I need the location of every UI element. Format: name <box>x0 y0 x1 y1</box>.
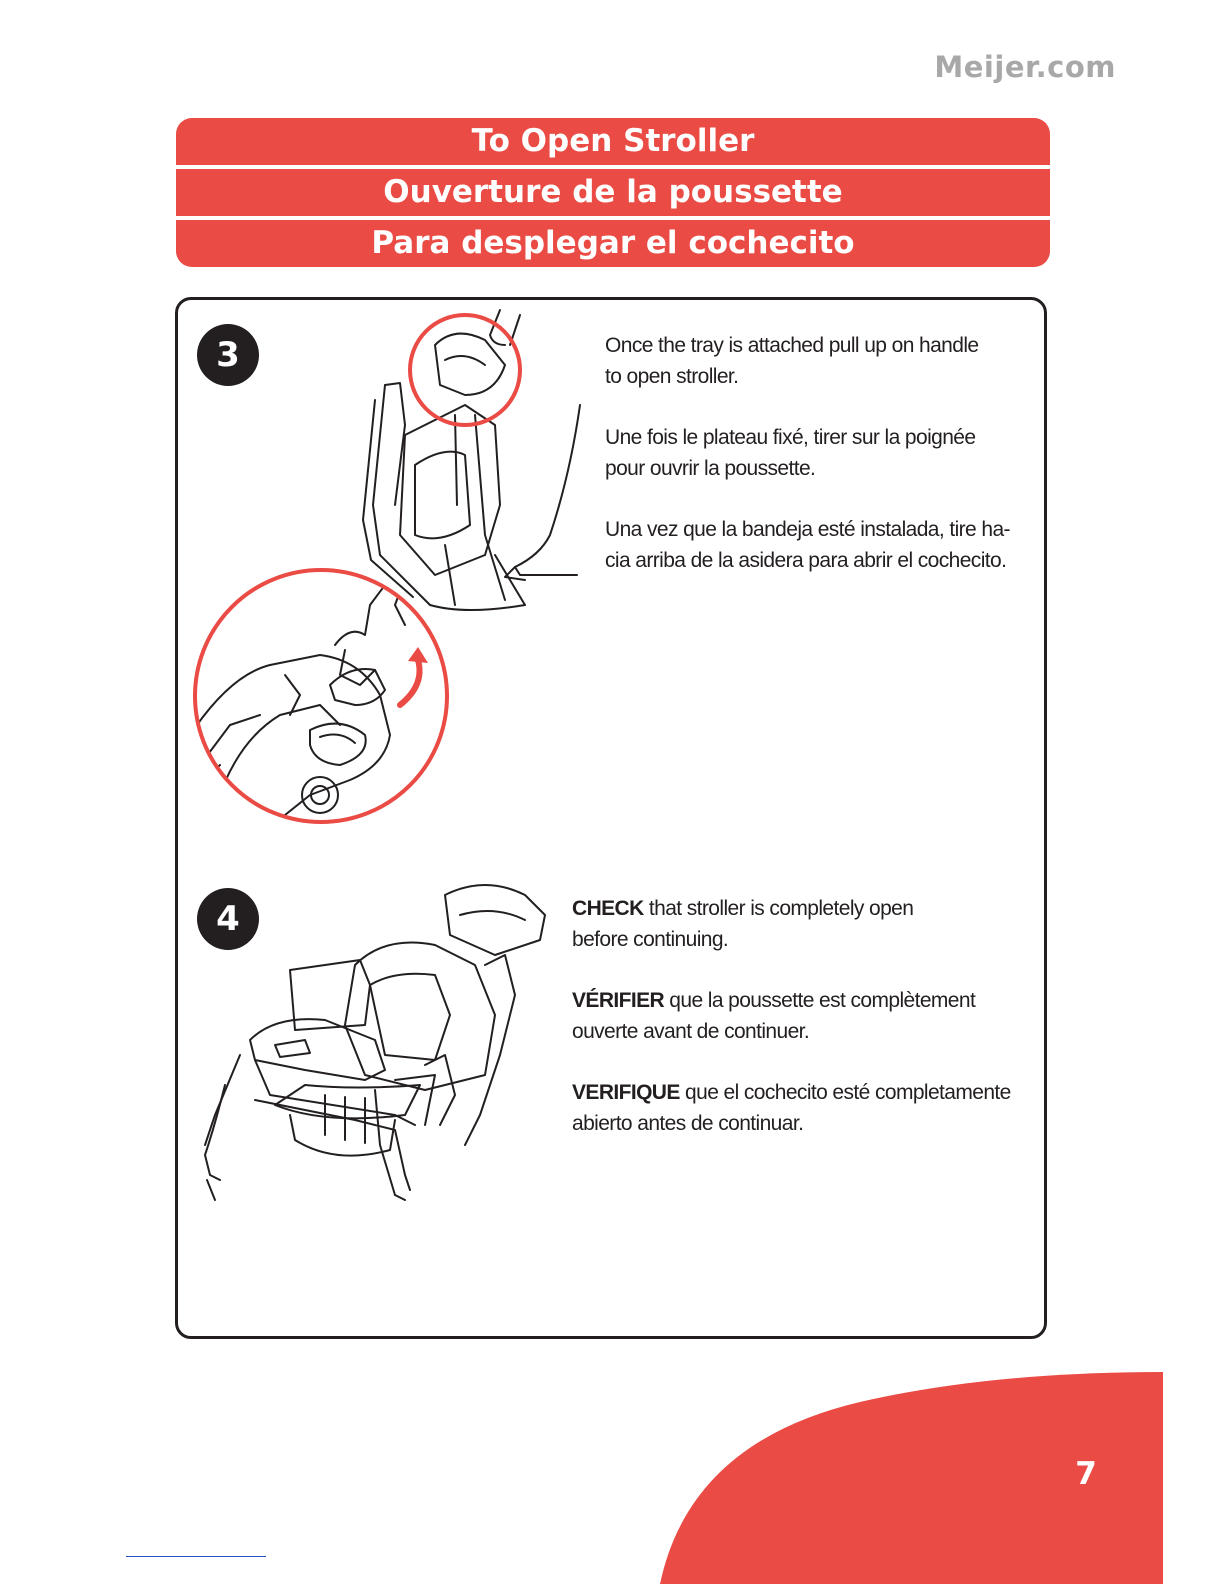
title-spanish: Para desplegar el cochecito <box>176 220 1050 267</box>
step-4-english <box>572 893 1032 955</box>
title-block <box>176 118 1050 267</box>
footer-link-line <box>126 1556 266 1557</box>
step-4-badge: 4 <box>197 888 259 950</box>
text-line: Une fois le plateau fixé, tirer sur la poignée <box>605 426 976 449</box>
text-line: pour ouvrir la poussette. <box>605 457 816 480</box>
check-keyword: CHECK <box>572 897 644 920</box>
text-line: abierto antes de continuar. <box>572 1112 804 1135</box>
text-line: que la poussette est complètement <box>664 989 976 1012</box>
title-english: To Open Stroller <box>176 118 1050 165</box>
step-4-french <box>572 985 1032 1047</box>
step-3-english <box>605 330 1025 392</box>
title-french: Ouverture de la poussette <box>176 169 1050 216</box>
text-line: ouverte avant de continuer. <box>572 1020 810 1043</box>
step-3-badge: 3 <box>197 324 259 386</box>
check-keyword: VERIFIQUE <box>572 1081 680 1104</box>
handle-detail-illustration <box>190 565 455 827</box>
page-number: 7 <box>1075 1456 1097 1492</box>
text-line: to open stroller. <box>605 365 739 388</box>
step-4-text <box>572 893 1032 1169</box>
check-keyword: VÉRIFIER <box>572 989 665 1012</box>
step-4-spanish <box>572 1077 1032 1139</box>
step-3-french <box>605 422 1025 484</box>
step-3-spanish <box>605 514 1025 576</box>
text-line: Once the tray is attached pull up on handle <box>605 334 979 357</box>
text-line: before continuing. <box>572 928 729 951</box>
text-line: cia arriba de la asidera para abrir el cochecito. <box>605 549 1007 572</box>
stroller-open-illustration <box>195 875 555 1205</box>
text-line: Una vez que la bandeja esté instalada, tire ha- <box>605 518 1010 541</box>
watermark: Meijer.com <box>934 50 1116 84</box>
step-3-text <box>605 330 1025 606</box>
text-line: that stroller is completely open <box>643 897 914 920</box>
text-line: que el cochecito esté completamente <box>679 1081 1011 1104</box>
